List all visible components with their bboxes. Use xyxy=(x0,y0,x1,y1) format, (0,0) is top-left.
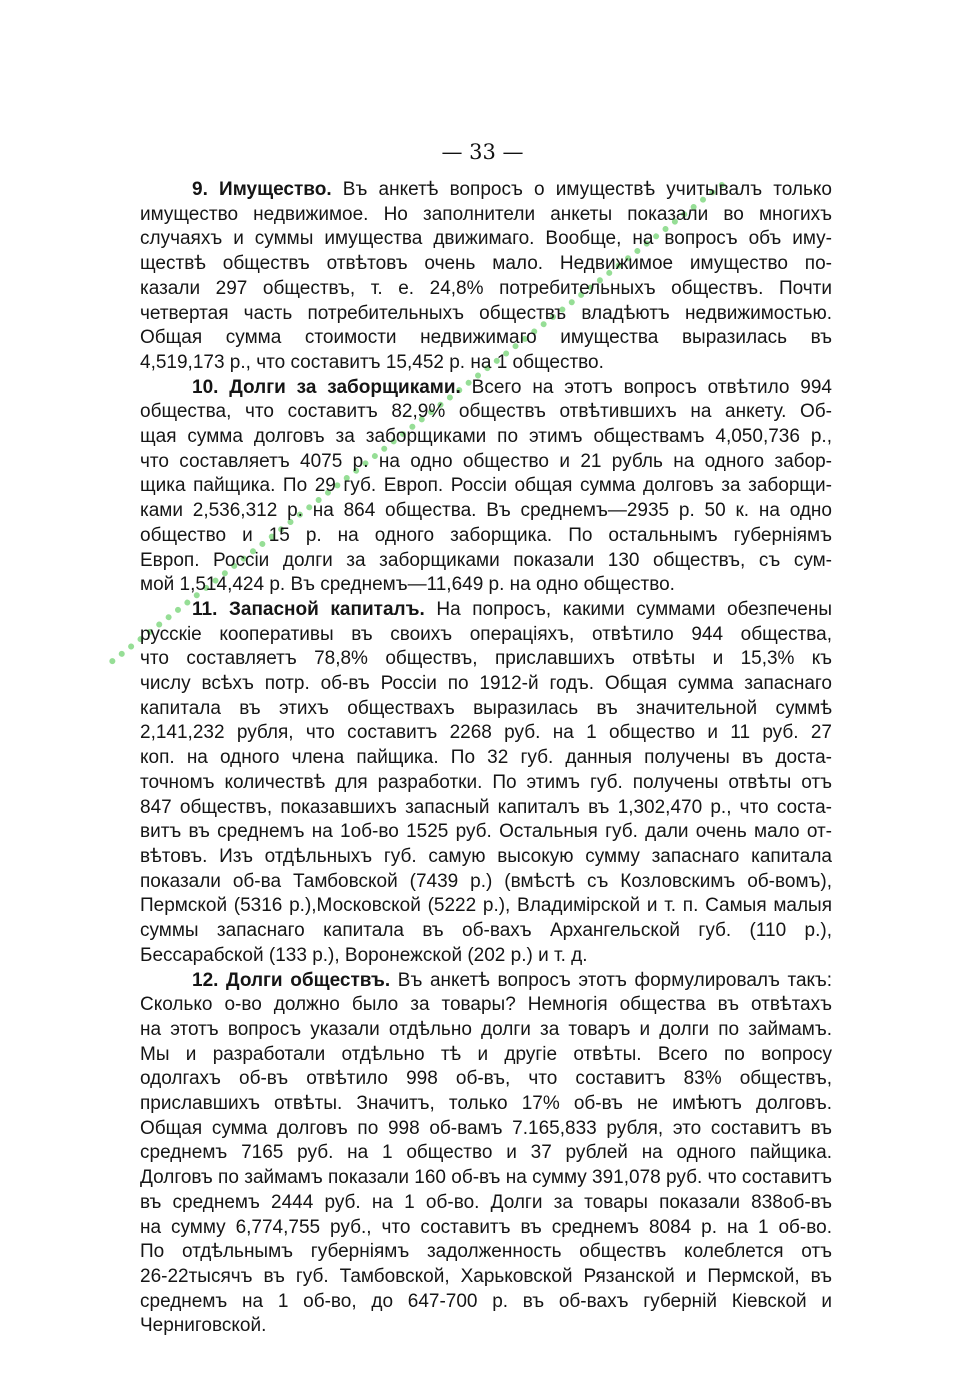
paragraph-line: что составляетъ 4075 р. на одно общество и 21 рубль на одного забор- xyxy=(140,450,832,472)
paragraph-heading: 9. Имущество. xyxy=(192,179,332,200)
paragraph-line: общества, что составитъ 82,9% обществъ отвѣтившихъ на анкету. Об- xyxy=(140,401,832,423)
paragraph-line: русскіе кооперативы въ своихъ операціяхъ, отвѣтило 944 общества, xyxy=(140,623,832,645)
paragraph-line: 2,141,232 рубля, что составитъ 2268 руб. на 1 общество и 11 руб. 27 xyxy=(140,722,832,744)
paragraph-line: 26-22тысячъ въ губ. Тамбовской, Харьковской Рязанской и Пермской, въ xyxy=(140,1265,832,1287)
paragraph-line: щая сумма долговъ за заборщиками по этимъ обществамъ 4,050,736 р., xyxy=(140,426,832,448)
paragraph-12-society-debts xyxy=(140,969,832,1340)
paragraph-line: Мы и разработали отдѣльно тѣ и другіе отвѣты. Всего по вопросу xyxy=(140,1043,832,1065)
paragraph-11-reserve-capital xyxy=(140,598,832,969)
paragraph-line: среднемъ 7165 руб. на 1 общество и 37 рублей на одного пайщика. xyxy=(140,1142,832,1164)
paragraph-line: въ среднемъ 2444 руб. на 1 об-во. Долги за товары показали 838об-въ xyxy=(140,1191,832,1213)
paragraph-heading: 11. Запасной капиталъ. xyxy=(192,598,425,620)
paragraph-heading: 12. Долги обществъ. xyxy=(192,969,391,991)
paragraph-line: витъ въ среднемъ на 1об-во 1525 руб. Остальныя губ. дали очень мало от- xyxy=(140,821,832,843)
paragraph-line: на этотъ вопросъ указали отдѣльно долги за товаръ и долги по займамъ. xyxy=(140,1018,832,1040)
paragraph-line: щика пайщика. По 29 губ. Европ. Россіи общая сумма долговъ за заборщи- xyxy=(140,475,832,497)
paragraph-line: казали 297 обществъ, т. е. 24,8% потребительныхъ обществъ. Почти xyxy=(140,277,832,299)
paragraph-line: имущество недвижимое. Но заполнители анкеты показали во многихъ xyxy=(140,203,832,225)
paragraph-heading: 10. Долги за заборщиками. xyxy=(192,376,461,398)
paragraph-line: суммы запаснаго капитала въ об-вахъ Архангельской губ. (110 р.), xyxy=(140,920,832,942)
page-number: — 33 — xyxy=(441,140,524,164)
paragraph-line: общество и 15 р. на одного заборщика. По остальнымъ губерніямъ xyxy=(140,524,832,546)
paragraph-line: коп. на одного члена пайщика. По 32 губ. данныя получены въ доста- xyxy=(140,747,832,769)
paragraph-line: приславшихъ отвѣты. Значитъ, только 17% об-въ не имѣютъ долговъ. xyxy=(140,1093,832,1115)
paragraph-line: Общая сумма долговъ по 998 об-вамъ 7.165,833 рубля, это составитъ въ xyxy=(140,1117,832,1139)
paragraph-9-property xyxy=(140,178,832,376)
paragraph-line: точномъ количествѣ для разработки. По этимъ губ. получены отвѣты отъ xyxy=(140,771,832,793)
paragraph-line: среднемъ на 1 об-во, до 647-700 р. въ об-вахъ губерній Кіевской и xyxy=(140,1290,832,1312)
paragraph-line: одолгахъ об-въ отвѣтило 998 об-въ, что составитъ 83% обществъ, xyxy=(140,1068,832,1090)
paragraph-line: Европ. Россіи долги за заборщиками показали 130 обществъ, съ сум- xyxy=(140,549,832,571)
paragraph-line: 9. Имущество. Въ анкетѣ вопросъ о имуществѣ учитывалъ только xyxy=(192,179,832,200)
paragraph-line: 10. Долги за заборщиками. Всего на этотъ вопросъ отвѣтило 994 xyxy=(192,376,832,398)
paragraph-line: случаяхъ и суммы имущества движимаго. Вообще, на вопросъ объ иму- xyxy=(140,228,832,250)
paragraph-line: ками 2,536,312 р. на 864 общества. Въ среднемъ—2935 р. 50 к. на одно xyxy=(140,500,832,522)
paragraph-line: капитала въ этихъ обществахъ выразилась въ значительной суммѣ xyxy=(140,697,832,719)
paragraph-line: Сколько о-во должно было за товары? Немногія общества въ отвѣтахъ xyxy=(140,994,832,1016)
paragraph-line: что составляетъ 78,8% обществъ, приславшихъ отвѣты и 15,3% къ xyxy=(140,648,832,670)
paragraph-line: По отдѣльнымъ губерніямъ задолженность обществъ колеблется отъ xyxy=(140,1241,832,1263)
paragraph-line: 12. Долги обществъ. Въ анкетѣ вопросъ этотъ формулировалъ такъ: xyxy=(192,969,833,991)
paragraph-line: мой 1,514,424 р. Въ среднемъ—11,649 р. на одно общество. xyxy=(140,574,675,596)
paragraph-line: Долговъ по займамъ показали 160 об-въ на сумму 391,078 руб. что составитъ xyxy=(140,1167,832,1189)
paragraph-line: числу всѣхъ потр. об-въ Россіи по 1912-й годъ. Общая сумма запаснаго xyxy=(140,673,832,695)
paragraph-line: Бессарабской (133 р.), Воронежской (202 р.) и т. д. xyxy=(140,944,588,966)
paragraph-line: Общая сумма стоимости недвижимаго имущества выразилась въ xyxy=(140,327,832,349)
paragraph-line: 847 обществъ, показавшихъ запасный капиталъ въ 1,302,470 р., что соста- xyxy=(140,796,832,818)
paragraph-10-debts-of-customers xyxy=(140,376,832,598)
paragraph-line: 11. Запасной капиталъ. На попросъ, какими суммами обезпечены xyxy=(192,598,832,620)
paragraph-line: на сумму 6,774,755 руб., что составитъ въ среднемъ 8084 р. на 1 об-во. xyxy=(140,1216,832,1238)
document-body xyxy=(140,178,832,1339)
paragraph-line: вѣтовъ. Изъ отдѣльныхъ губ. самую высокую сумму запаснаго капитала xyxy=(140,845,832,867)
paragraph-line: показали об-ва Тамбовской (7439 р.) (вмѣстѣ съ Козловскимъ об-вомъ), xyxy=(140,870,832,892)
paragraph-line: четвертая часть потребительныхъ обществъ владѣютъ недвижимостью. xyxy=(140,302,832,324)
paragraph-line: Пермской (5316 р.),Московской (5222 р.), Владимірской и т. п. Самыя малыя xyxy=(140,895,832,917)
paragraph-line: Черниговской. xyxy=(140,1315,267,1337)
paragraph-line: 4,519,173 р., что составитъ 15,452 р. на 1 общество. xyxy=(140,351,604,373)
paragraph-line: ществѣ обществъ отвѣтовъ очень мало. Недвижимое имущество по- xyxy=(140,253,832,275)
